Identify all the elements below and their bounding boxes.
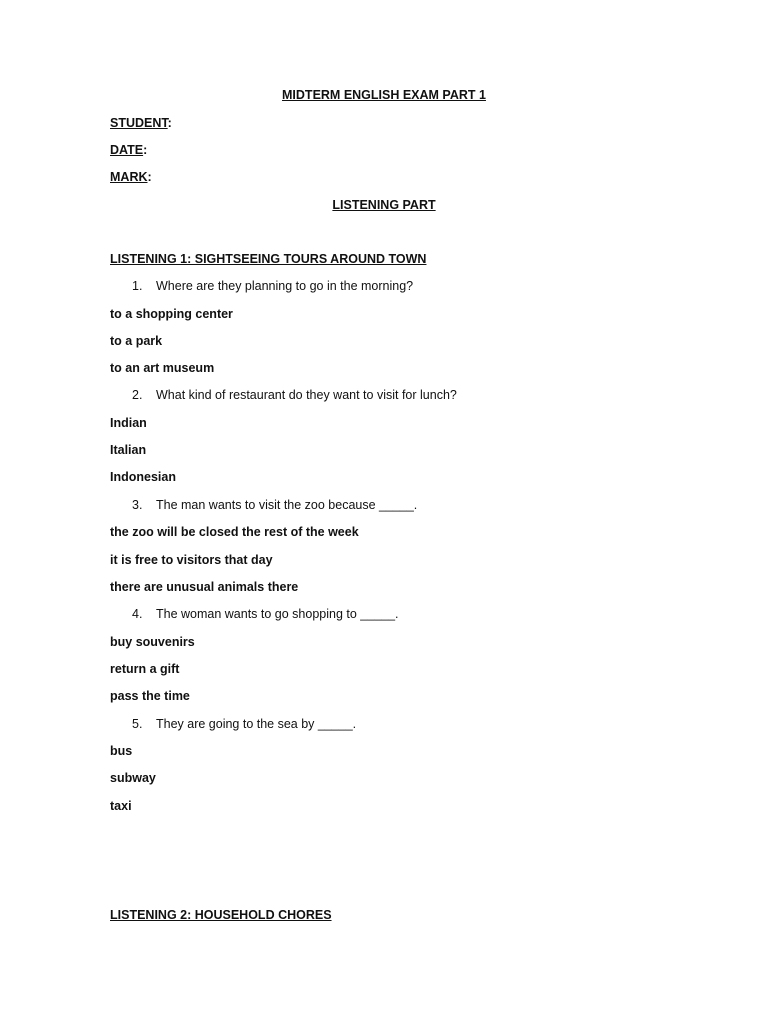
- question-text: They are going to the sea by _____.: [156, 717, 357, 731]
- question-2-option-c: Indonesian: [110, 470, 176, 484]
- question-number: 4.: [132, 607, 143, 621]
- question-number: 3.: [132, 498, 143, 512]
- question-1-option-a: to a shopping center: [110, 307, 233, 321]
- listening-1-heading: LISTENING 1: SIGHTSEEING TOURS AROUND TOWN: [110, 252, 427, 266]
- date-colon: :: [143, 143, 148, 157]
- mark-field: [110, 169, 152, 185]
- question-1-option-b: to a park: [110, 334, 163, 348]
- student-label: STUDENT: [110, 116, 168, 130]
- question-3-option-a: the zoo will be closed the rest of the week: [110, 525, 359, 539]
- question-text: The woman wants to go shopping to _____.: [156, 607, 399, 621]
- question-1: [132, 278, 413, 294]
- question-5-option-c: taxi: [110, 799, 132, 813]
- question-2-option-b: Italian: [110, 443, 147, 457]
- question-2: [132, 387, 457, 403]
- listening-2-heading: LISTENING 2: HOUSEHOLD CHORES: [110, 908, 332, 922]
- question-5-option-a: bus: [110, 744, 133, 758]
- mark-label: MARK: [110, 170, 148, 184]
- question-3-option-c: there are unusual animals there: [110, 580, 299, 594]
- question-number: 2.: [132, 388, 143, 402]
- question-2-option-a: Indian: [110, 416, 147, 430]
- question-number: 5.: [132, 717, 143, 731]
- question-text: Where are they planning to go in the morning?: [156, 279, 414, 293]
- question-5: [132, 716, 356, 732]
- question-4-option-b: return a gift: [110, 662, 180, 676]
- date-field: [110, 142, 147, 158]
- question-3: [132, 497, 417, 513]
- date-label: DATE: [110, 143, 144, 157]
- question-4-option-a: buy souvenirs: [110, 635, 195, 649]
- section-title: LISTENING PART: [332, 198, 436, 212]
- question-number: 1.: [132, 279, 143, 293]
- exam-title: MIDTERM ENGLISH EXAM PART 1: [282, 88, 486, 102]
- question-text: The man wants to visit the zoo because _____.: [156, 498, 418, 512]
- question-5-option-b: subway: [110, 771, 156, 785]
- question-3-option-b: it is free to visitors that day: [110, 553, 273, 567]
- question-1-option-c: to an art museum: [110, 361, 215, 375]
- student-colon: :: [167, 116, 172, 130]
- question-text: What kind of restaurant do they want to visit for lunch?: [156, 388, 457, 402]
- question-4-option-c: pass the time: [110, 689, 190, 703]
- student-field: [110, 115, 172, 131]
- question-4: [132, 606, 399, 622]
- mark-colon: :: [147, 170, 152, 184]
